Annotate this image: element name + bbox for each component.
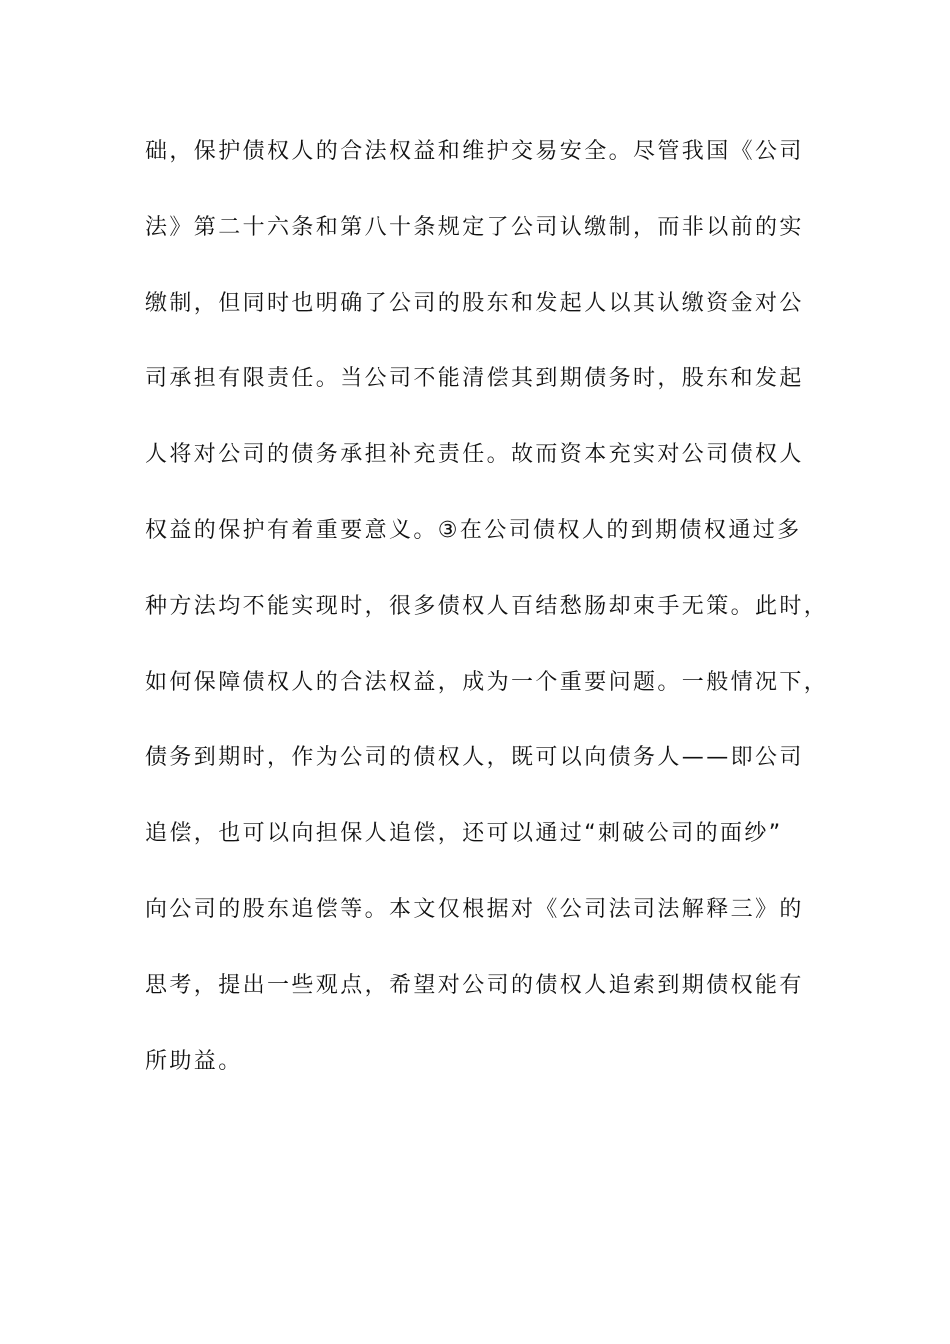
text-line: 缴制，但同时也明确了公司的股东和发起人以其认缴资金对公 [145,290,804,316]
text-line: 向公司的股东追偿等。本文仅根据对《公司法司法解释三》的 [145,896,804,922]
text-line: 础，保护债权人的合法权益和维护交易安全。尽管我国《公司 [145,139,804,164]
text-line: 人将对公司的债务承担补充责任。故而资本充实对公司债权人 [145,442,804,468]
text-line: 思考，提出一些观点，希望对公司的债权人追索到期债权能有 [145,972,804,998]
text-line: 法》第二十六条和第八十条规定了公司认缴制，而非以前的实 [145,214,804,240]
text-line: 司承担有限责任。当公司不能清偿其到期债务时，股东和发起 [145,366,804,392]
text-line: 如何保障债权人的合法权益，成为一个重要问题。一般情况下， [145,669,829,695]
text-line: 债务到期时，作为公司的债权人，既可以向债务人——即公司 [145,745,804,771]
text-line: 追偿，也可以向担保人追偿，还可以通过“刺破公司的面纱” [145,821,783,847]
body-paragraph [145,132,845,1117]
text-line: 权益的保护有着重要意义。③在公司债权人的到期债权通过多 [145,517,802,543]
text-line: 种方法均不能实现时，很多债权人百结愁肠却束手无策。此时， [145,593,829,619]
text-line: 所助益。 [145,1048,243,1074]
